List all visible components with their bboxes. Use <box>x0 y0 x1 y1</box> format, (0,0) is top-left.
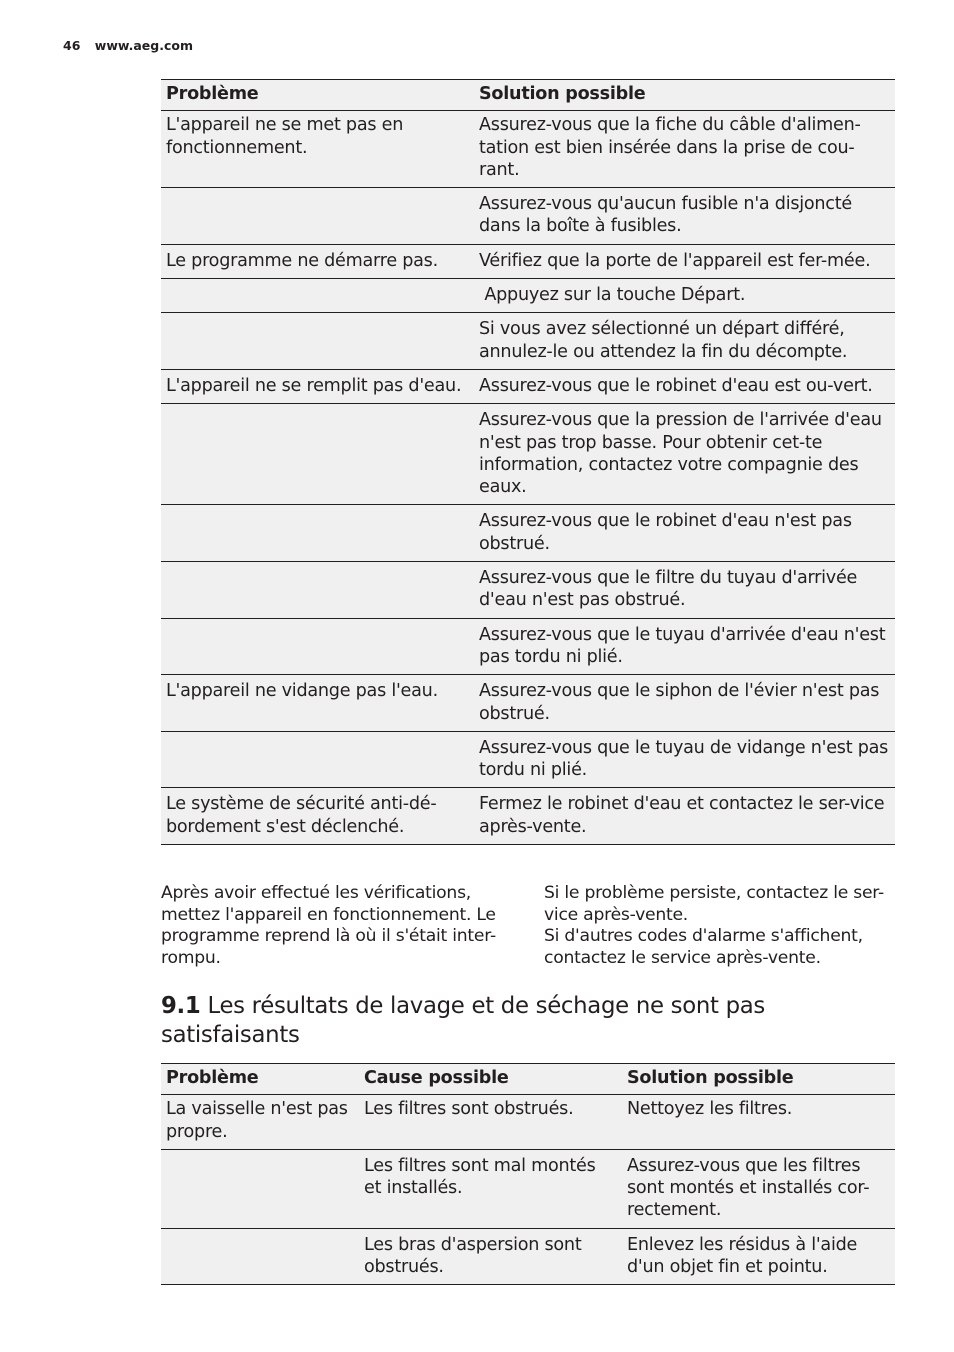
solution-cell: Nettoyez les filtres. <box>622 1095 895 1150</box>
problem-cell: L'appareil ne se remplit pas d'eau. <box>161 369 474 403</box>
cause-cell: Les filtres sont mal montés et installés. <box>359 1149 622 1228</box>
table-row <box>161 244 895 278</box>
problem-cell: L'appareil ne vidange pas l'eau. <box>161 675 474 732</box>
column-header-problem: Problème <box>161 80 474 111</box>
problem-cell <box>161 505 474 562</box>
table-row <box>161 1228 895 1285</box>
table-row <box>161 562 895 619</box>
page-header <box>63 38 193 53</box>
table-row <box>161 505 895 562</box>
solution-cell: Enlevez les résidus à l'aide d'un objet fin et pointu. <box>622 1228 895 1285</box>
problem-cell <box>161 1228 359 1285</box>
problem-cell <box>161 188 474 245</box>
problem-cell: La vaisselle n'est pas propre. <box>161 1095 359 1150</box>
section-number: 9.1 <box>161 993 201 1019</box>
problem-cell <box>161 404 474 505</box>
table-row <box>161 731 895 788</box>
section-heading <box>161 992 861 1049</box>
table-row <box>161 675 895 732</box>
solution-cell: Vérifiez que la porte de l'appareil est fer-mée. <box>474 244 895 278</box>
solution-cell: Si vous avez sélectionné un départ différé, annulez-le ou attendez la fin du décompte. <box>474 313 895 370</box>
solution-cell: Assurez-vous que la fiche du câble d'alimen-tation est bien insérée dans la prise de cou-rant. <box>474 111 895 188</box>
cause-cell: Les filtres sont obstrués. <box>359 1095 622 1150</box>
problem-cell: Le programme ne démarre pas. <box>161 244 474 278</box>
table-row <box>161 1149 895 1228</box>
column-header-solution: Solution possible <box>622 1064 895 1095</box>
solution-cell: Assurez-vous que le robinet d'eau n'est pas obstrué. <box>474 505 895 562</box>
problem-cell <box>161 279 474 313</box>
table-row <box>161 788 895 845</box>
note-right <box>544 883 896 969</box>
wash-results-table <box>161 1063 895 1285</box>
website-url: www.aeg.com <box>94 38 193 53</box>
solution-cell: Assurez-vous que les filtres sont montés et installés cor-rectement. <box>622 1149 895 1228</box>
solution-cell: Assurez-vous que le tuyau de vidange n'est pas tordu ni plié. <box>474 731 895 788</box>
solution-cell: Assurez-vous que le filtre du tuyau d'arrivée d'eau n'est pas obstrué. <box>474 562 895 619</box>
section-title-text: Les résultats de lavage et de séchage ne sont pas satisfaisants <box>161 993 766 1048</box>
solution-cell: Appuyez sur la touche Départ. <box>474 279 895 313</box>
table-row <box>161 404 895 505</box>
cause-cell: Les bras d'aspersion sont obstrués. <box>359 1228 622 1285</box>
table-row <box>161 369 895 403</box>
table-header-row <box>161 80 895 111</box>
page-number: 46 <box>63 38 81 53</box>
problem-cell: Le système de sécurité anti-dé-bordement s'est déclenché. <box>161 788 474 845</box>
column-header-cause: Cause possible <box>359 1064 622 1095</box>
problem-cell <box>161 562 474 619</box>
solution-cell: Assurez-vous que le robinet d'eau est ou-vert. <box>474 369 895 403</box>
table-header-row <box>161 1064 895 1095</box>
solution-cell: Fermez le robinet d'eau et contactez le ser-vice après-vente. <box>474 788 895 845</box>
table-row <box>161 618 895 675</box>
column-header-problem: Problème <box>161 1064 359 1095</box>
solution-cell: Assurez-vous que le tuyau d'arrivée d'eau n'est pas tordu ni plié. <box>474 618 895 675</box>
note-left <box>161 883 511 969</box>
column-header-solution: Solution possible <box>474 80 895 111</box>
problem-cell <box>161 313 474 370</box>
table-row <box>161 188 895 245</box>
solution-cell: Assurez-vous que le siphon de l'évier n'est pas obstrué. <box>474 675 895 732</box>
problem-cell <box>161 618 474 675</box>
table-row <box>161 313 895 370</box>
table-row <box>161 1095 895 1150</box>
table-row <box>161 279 895 313</box>
table-row <box>161 111 895 188</box>
note-text: Si d'autres codes d'alarme s'affichent, contactez le service après-vente. <box>544 926 863 968</box>
problem-cell <box>161 731 474 788</box>
solution-cell: Assurez-vous que la pression de l'arrivée d'eau n'est pas trop basse. Pour obtenir cet-te information, contactez votre compagnie des eaux. <box>474 404 895 505</box>
note-text: Si le problème persiste, contactez le ser-vice après-vente. <box>544 883 884 925</box>
problem-cell <box>161 1149 359 1228</box>
note-text: Après avoir effectué les vérifications, mettez l'appareil en fonctionnement. Le programme reprend là où il s'était inter-rompu. <box>161 883 496 968</box>
solution-cell: Assurez-vous qu'aucun fusible n'a disjoncté dans la boîte à fusibles. <box>474 188 895 245</box>
troubleshooting-table <box>161 79 895 845</box>
problem-cell: L'appareil ne se met pas en fonctionnement. <box>161 111 474 188</box>
